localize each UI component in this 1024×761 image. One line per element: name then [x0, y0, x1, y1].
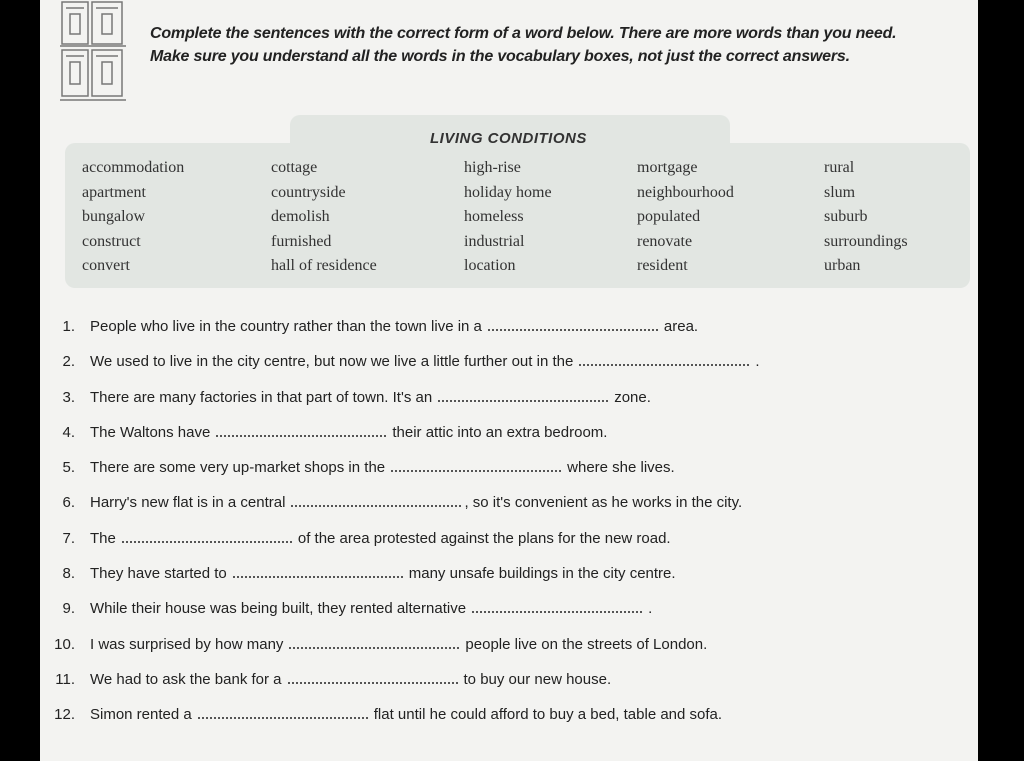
question-text-after: , so it's convenient as he works in the city. [464, 494, 743, 512]
question-text-after: their attic into an extra bedroom. [392, 423, 608, 441]
answer-blank[interactable] [289, 645, 459, 649]
question-text-after: many unsafe buildings in the city centre. [408, 565, 676, 583]
question-item [50, 636, 950, 671]
vocab-word: slum [824, 183, 856, 201]
vocab-word: construct [82, 232, 141, 250]
answer-blank[interactable] [391, 468, 561, 472]
question-text-before: There are some very up-market shops in the [90, 459, 386, 477]
vocab-word: industrial [464, 232, 525, 250]
vocab-word: countryside [271, 183, 346, 201]
vocab-word: surroundings [824, 232, 908, 250]
question-text-before: Simon rented a [90, 706, 192, 724]
answer-blank[interactable] [216, 433, 386, 437]
question-text-after: . [648, 600, 653, 618]
vocab-column-5 [824, 156, 908, 279]
vocab-column-1 [82, 156, 184, 279]
vocab-word: resident [637, 257, 688, 274]
vocab-word: holiday home [464, 183, 552, 201]
question-item [50, 494, 950, 529]
question-number: 1. [62, 318, 75, 335]
question-text-after: . [755, 353, 760, 371]
vocab-word: urban [824, 257, 861, 274]
question-text-before: We used to live in the city centre, but now we live a little further out in the [90, 353, 574, 371]
question-number: 8. [62, 565, 75, 583]
instructions [150, 22, 970, 68]
question-text-before: They have started to [90, 565, 227, 583]
question-number: 7. [62, 529, 75, 547]
question-item [50, 353, 950, 388]
question-text-after: flat until he could afford to buy a bed, table and sofa. [373, 706, 723, 724]
answer-blank[interactable] [198, 715, 368, 719]
answer-blank[interactable] [122, 539, 292, 543]
instructions-line-2: Make sure you understand all the words in the vocabulary boxes, not just the correct answers. [150, 48, 850, 65]
question-item [50, 671, 950, 706]
vocab-word: renovate [637, 232, 693, 250]
question-list [50, 318, 950, 742]
question-item [50, 530, 950, 565]
answer-blank[interactable] [288, 680, 458, 684]
answer-blank[interactable] [438, 398, 608, 402]
vocab-word: populated [637, 208, 701, 225]
question-number: 9. [62, 600, 75, 618]
question-text-after: zone. [614, 388, 651, 406]
question-number: 10. [54, 635, 75, 653]
vocab-word: bungalow [82, 208, 146, 225]
vocab-word: rural [824, 159, 855, 176]
vocab-title: LIVING CONDITIONS [430, 130, 587, 147]
question-item [50, 459, 950, 494]
question-text-after: of the area protested against the plans for the new road. [297, 529, 671, 547]
vocab-word: apartment [82, 183, 146, 201]
question-number: 4. [62, 423, 75, 441]
question-item [50, 318, 950, 353]
question-number: 12. [54, 706, 75, 724]
question-number: 11. [55, 670, 75, 688]
answer-blank[interactable] [291, 503, 461, 507]
question-number: 2. [62, 353, 75, 371]
vocab-word: furnished [271, 232, 332, 250]
vocab-word: homeless [464, 208, 524, 225]
answer-blank[interactable] [579, 362, 749, 366]
vocab-word: hall of residence [271, 257, 377, 274]
question-number: 6. [62, 494, 75, 512]
answer-blank[interactable] [472, 609, 642, 613]
question-item [50, 565, 950, 600]
vocab-column-4 [637, 156, 734, 279]
question-item [50, 424, 950, 459]
buildings-icon [58, 0, 128, 108]
question-text-before: The Waltons have [90, 423, 211, 441]
vocab-word: convert [82, 257, 130, 274]
question-item [50, 600, 950, 635]
question-text-before: While their house was being built, they rented alternative [90, 600, 467, 618]
question-item [50, 389, 950, 424]
question-text-after: to buy our new house. [463, 670, 612, 688]
vocab-word: suburb [824, 208, 868, 225]
question-text-after: where she lives. [567, 459, 675, 477]
question-number: 5. [62, 459, 75, 477]
question-text-before: I was surprised by how many [90, 635, 284, 653]
question-text-before: Harry's new flat is in a central [90, 494, 286, 512]
vocab-word: accommodation [82, 159, 185, 176]
instructions-line-1: Complete the sentences with the correct form of a word below. There are more words than you need. [150, 25, 897, 42]
vocab-column-2 [271, 156, 377, 279]
vocab-word: demolish [271, 208, 330, 225]
vocab-word: high-rise [464, 159, 521, 176]
question-text-before: We had to ask the bank for a [90, 670, 282, 688]
vocab-word: cottage [271, 159, 318, 176]
vocab-column-3 [464, 156, 552, 279]
vocab-word: neighbourhood [637, 183, 734, 201]
vocab-word: mortgage [637, 159, 698, 176]
question-text-before: People who live in the country rather than the town live in a [90, 318, 482, 335]
question-text-after: area. [663, 318, 699, 335]
answer-blank[interactable] [233, 574, 403, 578]
question-text-before: There are many factories in that part of town. It's an [90, 388, 433, 406]
question-text-after: people live on the streets of London. [465, 635, 708, 653]
vocab-word: location [464, 257, 516, 274]
answer-blank[interactable] [488, 327, 658, 331]
question-text-before: The [90, 529, 116, 547]
question-item [50, 706, 950, 741]
question-number: 3. [62, 388, 75, 406]
